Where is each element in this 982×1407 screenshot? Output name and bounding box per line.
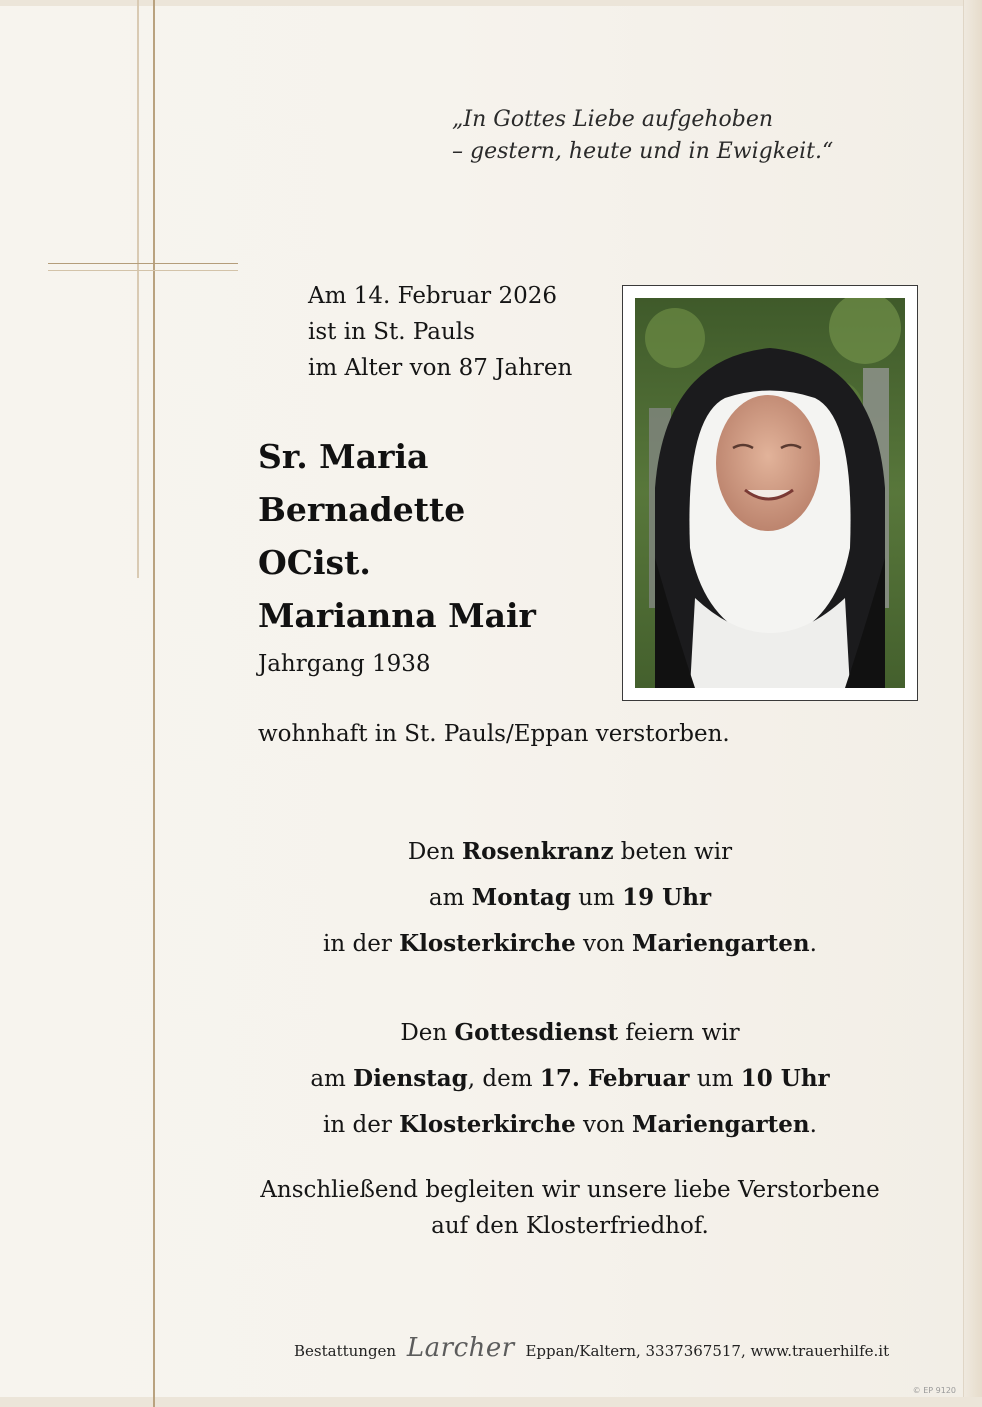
service-line-1 <box>200 1010 940 1056</box>
after-line-1: Anschließend begleiten wir unsere liebe Verstorbene <box>260 1177 880 1203</box>
service-time: 10 Uhr <box>740 1065 830 1092</box>
cross-horizontal-line-top <box>48 263 238 264</box>
intro-line-3: im Alter von 87 Jahren <box>308 355 573 381</box>
name-line-2: Bernadette <box>258 490 466 529</box>
footer-prefix: Bestattungen <box>294 1342 397 1360</box>
page-top-edge <box>0 0 982 6</box>
after-line-2: auf den Klosterfriedhof. <box>431 1213 709 1239</box>
service-text: von <box>575 1112 632 1138</box>
deceased-name <box>258 430 536 642</box>
rosary-text: in der <box>323 931 400 957</box>
quote-line-1: „In Gottes Liebe aufgehoben <box>452 107 774 132</box>
burial-announcement <box>200 1172 940 1244</box>
service-text: um <box>689 1066 741 1092</box>
rosary-line-3 <box>200 921 940 967</box>
service-day: Dienstag <box>353 1065 468 1092</box>
funeral-home-footer <box>294 1333 889 1363</box>
footer-contact: Eppan/Kaltern, 3337367517, www.trauerhilfe.it <box>525 1342 890 1360</box>
service-place: Mariengarten <box>631 1111 810 1138</box>
page-bottom-edge <box>0 1397 982 1407</box>
service-text: feiern wir <box>618 1020 740 1046</box>
intro-line-2: ist in St. Pauls <box>308 319 475 345</box>
portrait-frame <box>622 285 918 701</box>
name-line-1: Sr. Maria <box>258 437 429 476</box>
service-text: . <box>809 1112 817 1138</box>
funeral-home-logo: Larcher <box>406 1333 515 1363</box>
birth-year: Jahrgang 1938 <box>258 651 431 677</box>
name-line-3: OCist. <box>258 543 371 582</box>
rosary-church: Klosterkirche <box>399 930 576 957</box>
rosary-announcement <box>200 829 940 967</box>
service-date: 17. Februar <box>539 1065 690 1092</box>
rosary-text: am <box>428 885 472 911</box>
cross-horizontal-line-bottom <box>48 270 238 271</box>
print-code: © EP 9120 <box>912 1386 956 1395</box>
service-text: am <box>310 1066 354 1092</box>
service-keyword: Gottesdienst <box>454 1019 619 1046</box>
rosary-text: beten wir <box>613 839 733 865</box>
portrait-illustration <box>635 298 905 688</box>
page-right-edge <box>963 0 982 1407</box>
rosary-day: Montag <box>471 884 571 911</box>
residence-line: wohnhaft in St. Pauls/Eppan verstorben. <box>258 721 730 747</box>
portrait-photo <box>635 298 905 688</box>
rosary-text: Den <box>407 839 462 865</box>
bible-quote <box>452 104 872 168</box>
service-church: Klosterkirche <box>399 1111 576 1138</box>
cross-vertical-line-right <box>153 0 155 1407</box>
rosary-place: Mariengarten <box>631 930 810 957</box>
service-text: in der <box>323 1112 400 1138</box>
rosary-line-2 <box>200 875 940 921</box>
service-text: , dem <box>467 1066 540 1092</box>
death-intro <box>308 278 572 386</box>
rosary-text: um <box>570 885 623 911</box>
quote-line-2: – gestern, heute und in Ewigkeit.“ <box>452 139 834 164</box>
name-line-4: Marianna Mair <box>258 596 536 635</box>
rosary-line-1 <box>200 829 940 875</box>
service-line-2 <box>200 1056 940 1102</box>
service-line-3 <box>200 1102 940 1148</box>
rosary-text: von <box>575 931 632 957</box>
cross-vertical-line-left <box>137 0 139 578</box>
rosary-text: . <box>809 931 817 957</box>
rosary-time: 19 Uhr <box>622 884 712 911</box>
rosary-keyword: Rosenkranz <box>462 838 614 865</box>
intro-line-1: Am 14. Februar 2026 <box>308 283 558 309</box>
service-text: Den <box>400 1020 455 1046</box>
service-announcement <box>200 1010 940 1148</box>
